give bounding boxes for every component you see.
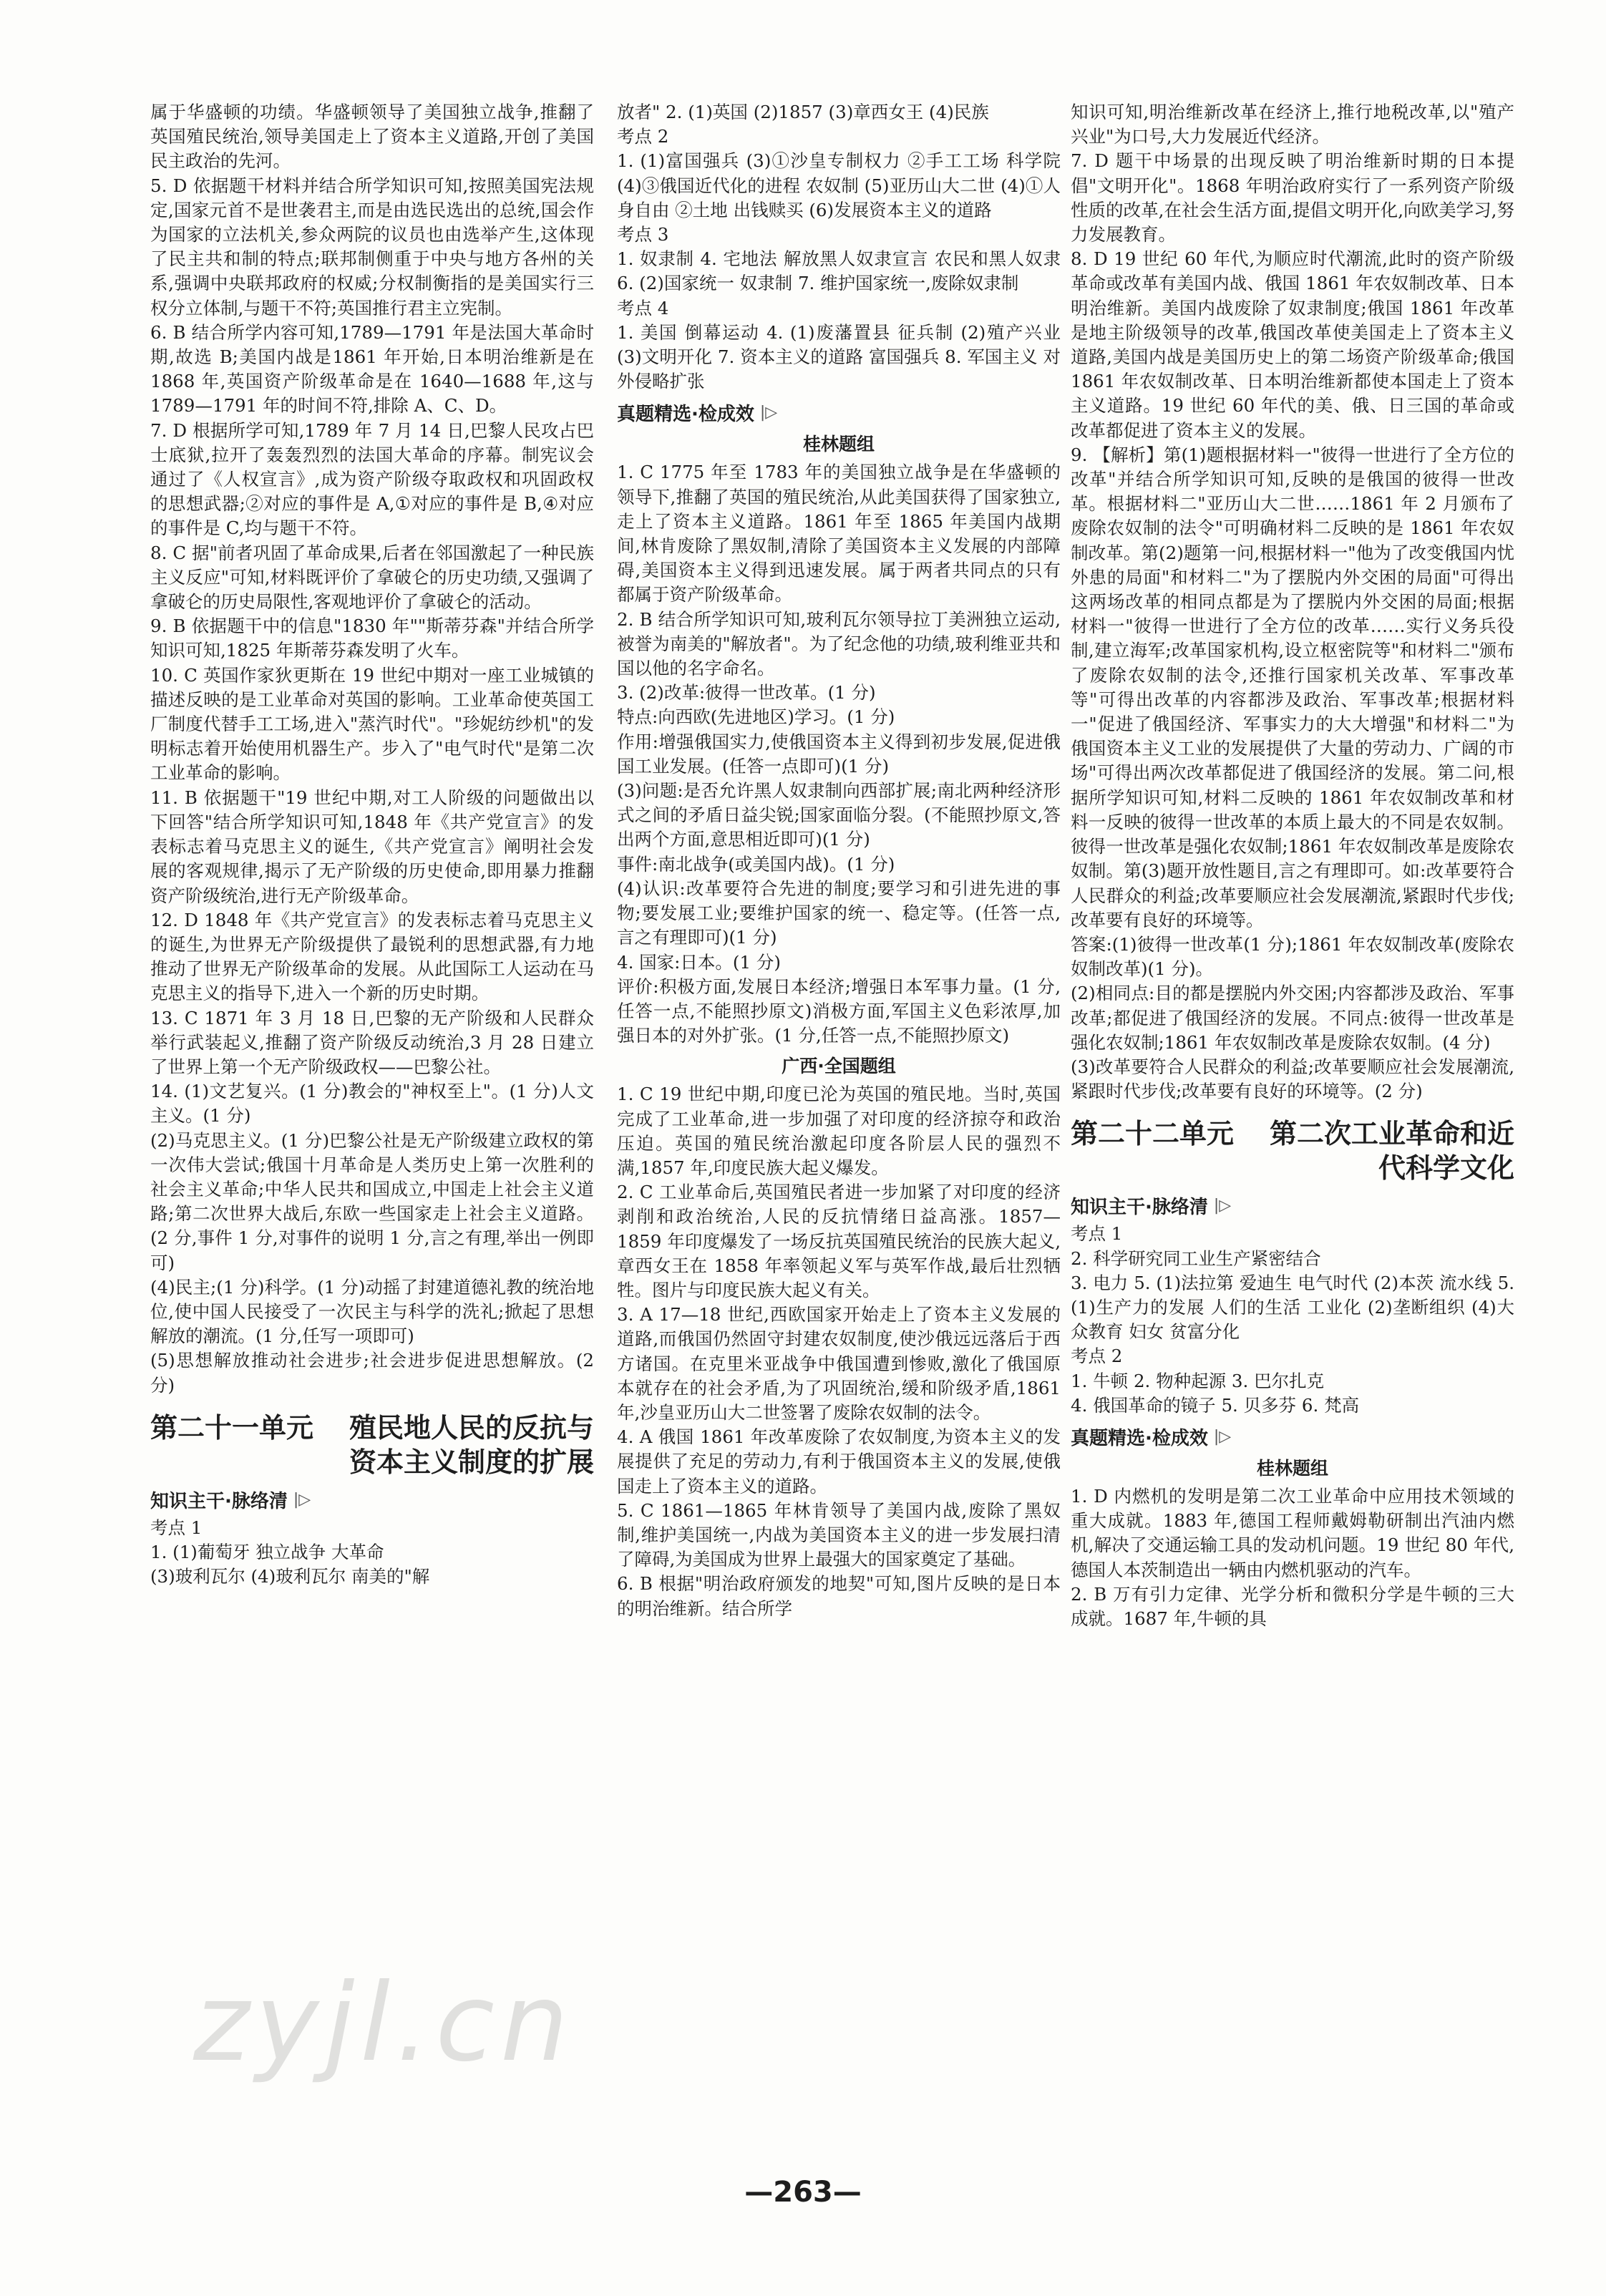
col2-top-text: 放者" 2. (1)英国 (2)1857 (3)章西女王 (4)民族 考点 2 1. (1)富国强兵 (3)①沙皇专制权力 ②手工工场 科学院 (4)③俄国近代化的进程 农奴制 (5)亚历山大二世 (4)①人身自由 ②土地 出钱赎买 (6)发展资本主义的道路 考点 3 1. 奴隶制 4. 宅地法 解放黑人奴隶宣言 农民和黑人奴隶 6. (2)国家统一 奴隶制 7. 维护国家统一,废除奴隶制 考点 4 1. 美国 倒幕运动 4. (1)废藩置县 征兵制 (2)殖产兴业 (3)文明开化 7. 资本主义的道路 富国强兵 8. 军国主义 对外侵略扩张: [617, 102, 1061, 392]
unit-21-name: 殖民地人民的反抗与资本主义制度的扩展: [349, 1411, 594, 1478]
group-guangxi-heading: 广西·全国题组: [782, 1056, 896, 1077]
col2-mid-text: 1. C 1775 年至 1783 年的美国独立战争是在华盛顿的领导下,推翻了英国的殖民统治,从此美国获得了国家独立,走上了资本主义道路。1861 年至 1865 年美国内战期间,林肯废除了黑奴制,清除了美国资本主义发展的内部障碍,美国资本主义得到迅速发展。属于两者共同点的只有都属于资产阶级革命。 2. B 结合所学知识可知,玻利瓦尔领导拉丁美洲独立运动,被誉为南美的"解放者"。为了纪念他的功绩,玻利维亚共和国以他的名字命名。 3. (2)改革:彼得一世改革。(1 分) 特点:向西欧(先进地区)学习。(1 分) 作用:增强俄国实力,使俄国资本主义得到初步发展,促进俄国工业发展。(任答一点即可)(1 分) (3)问题:是否允许黑人奴隶制向西部扩展;南北两种经济形式之间的矛盾日益尖锐;国家面临分裂。(不能照抄原文,答出两个方面,意思相近即可)(1 分) 事件:南北战争(或美国内战)。(1 分) (4)认识:改革要符合先进的制度;要学习和引进先进的事物;要发展工业;要维护国家的统一、稳定等。(任答一点,言之有理即可)(1 分) 4. 国家:日本。(1 分) 评价:积极方面,发展日本经济;增强日本军事力量。(1 分,任答一点,不能照抄原文)消极方面,军国主义色彩浓厚,加强日本的对外扩张。(1 分,任答一点,不能照抄原文): [617, 462, 1061, 1046]
section-knowledge-heading: [150, 1487, 594, 1513]
section-knowledge-label-2: 知识主干·脉络清: [1071, 1197, 1208, 1219]
section-exam-heading-2: [1071, 1424, 1514, 1450]
column-middle: [617, 100, 1061, 2210]
unit-22-title: [1071, 1117, 1514, 1185]
col3-mid-text: 考点 1 2. 科学研究同工业生产紧密结合 3. 电力 5. (1)法拉第 爱迪生 电气时代 (2)本茨 流水线 5. (1)生产力的发展 人们的生活 工业化 (2)垄断组织 (4)大众教育 妇女 贫富分化 考点 2 1. 牛顿 2. 物种起源 3. 巴尔扎克 4. 俄国革命的镜子 5. 贝多芬 6. 梵高: [1071, 1223, 1514, 1416]
watermark: zyjl.cn: [193, 1961, 575, 2086]
page-number: —263—: [744, 2176, 862, 2209]
column-left: [150, 100, 594, 2210]
unit-21-number: 第二十一单元: [150, 1411, 314, 1444]
group-guilin-heading: 桂林题组: [802, 434, 875, 455]
col2-bottom-text: 1. C 19 世纪中期,印度已沦为英国的殖民地。当时,英国完成了工业革命,进一步加强了对印度的经济掠夺和政治压迫。英国的殖民统治激起印度各阶层人民的强烈不满,1857 年,印度民族大起义爆发。 2. C 工业革命后,英国殖民者进一步加紧了对印度的经济剥削和政治统治,人民的反抗情绪日益高涨。1857—1859 年印度爆发了一场反抗英国殖民统治的民族大起义,章西女王在 1858 年率领起义军与英军作战,最后壮烈牺牲。图片与印度民族大起义有关。 3. A 17—18 世纪,西欧国家开始走上了资本主义发展的道路,而俄国仍然固守封建农奴制度,使沙俄远远落后于西方诸国。在克里米亚战争中俄国遭到惨败,激化了俄国原本就存在的社会矛盾,为了巩固统治,缓和阶级矛盾,1861 年,沙皇亚历山大二世签署了废除农奴制的法令。 4. A 俄国 1861 年改革废除了农奴制度,为资本主义的发展提供了充足的劳动力,有利于俄国资本主义的发展,使俄国走上了资本主义的道路。 5. C 1861—1865 年林肯领导了美国内战,废除了黑奴制,维护美国统一,内战为美国资本主义的进一步发展扫清了障碍,为美国成为世界上最强大的国家奠定了基础。 6. B 根据"明治政府颁发的地契"可知,图片反映的是日本的明治维新。结合所学: [617, 1084, 1061, 1619]
column-right: [1071, 100, 1514, 2210]
col3-top-text: 知识可知,明治维新改革在经济上,推行地税改革,以"殖产兴业"为口号,大力发展近代经济。 7. D 题干中场景的出现反映了明治维新时期的日本提倡"文明开化"。1868 年明治政府实行了一系列资产阶级性质的改革,在社会生活方面,提倡文明开化,向欧美学习,努力发展教育。 8. D 19 世纪 60 年代,为顺应时代潮流,此时的资产阶级革命或改革有美国内战、俄国 1861 年农奴制改革、日本明治维新。美国内战废除了奴隶制度;俄国 1861 年改革是地主阶级领导的改革,俄国改革使美国走上了资本主义道路,美国内战是美国历史上的第二场资产阶级革命;俄国 1861 年农奴制改革、日本明治维新都使本国走上了资本主义道路。19 世纪 60 年代的美、俄、日三国的革命或改革都促进了资本主义的发展。 9. 【解析】第(1)题根据材料一"彼得一世进行了全方位的改革"并结合所学知识可知,反映的是俄国的彼得一世改革。根据材料二"亚历山大二世……1861 年 2 月颁布了废除农奴制的法令"可明确材料二反映的是 1861 年农奴制改革。第(2)题第一问,根据材料一"他为了改变俄国内忧外患的局面"和材料二"为了摆脱内外交困的局面"可得出这两场改革的相同点都是为了摆脱内外交困的局面;根据材料一"彼得一世进行了全方位的改革……实行义务兵役制,建立海军;改革国家机构,设立枢密院等"和材料二"颁布了废除农奴制的法令,还推行国家机关改革、军事改革等"可得出改革的内容都涉及政治、军事改革;根据材料一"促进了俄国经济、军事实力的大大增强"和材料二"为俄国资本主义工业的发展提供了大量的劳动力、广阔的市场"可得出两次改革都促进了俄国经济的发展。第二问,根据所学知识可知,材料二反映的 1861 年农奴制改革和材料一反映的彼得一世改革的本质上最大的不同是农奴制。彼得一世改革是强化农奴制;1861 年农奴制改革是废除农奴制。第(3)题开放性题目,言之有理即可。如:改革要符合人民群众的利益;改革要顺应社会发展潮流,紧跟时代步伐;改革要有良好的环境等。 答案:(1)彼得一世改革(1 分);1861 年农奴制改革(废除农奴制改革)(1 分)。 (2)相同点:目的都是摆脱内外交困;内容都涉及政治、军事改革;都促进了俄国经济的发展。不同点:彼得一世改革是强化农奴制;1861 年农奴制改革是废除农奴制。(4 分) (3)改革要符合人民群众的利益;改革要顺应社会发展潮流,紧跟时代步伐;改革要有良好的环境等。(2 分): [1071, 102, 1514, 1102]
col1-top-text: 属于华盛顿的功绩。华盛顿领导了美国独立战争,推翻了英国殖民统治,领导美国走上了资本主义道路,开创了美国民主政治的先河。 5. D 依据题干材料并结合所学知识可知,按照美国宪法规定,国家元首不是世袭君主,而是由选民选出的总统,国会作为国家的立法机关,参众两院的议员也由选举产生,这体现了民主共和制的特点;联邦制侧重于中央与地方各州的关系,强调中央联邦政府的权威;分权制衡指的是美国实行三权分立体制,与题干不符;英国推行君主立宪制。 6. B 结合所学内容可知,1789—1791 年是法国大革命时期,故选 B;美国内战是1861 年开始,日本明治维新是在 1868 年,英国资产阶级革命是在 1640—1688 年,这与 1789—1791 年的时间不符,排除 A、C、D。 7. D 根据所学可知,1789 年 7 月 14 日,巴黎人民攻占巴士底狱,拉开了轰轰烈烈的法国大革命的序幕。制宪议会通过了《人权宣言》,成为资产阶级夺取政权和巩固政权的思想武器;②对应的事件是 A,①对应的事件是 B,④对应的事件是 C,均与题干不符。 8. C 据"前者巩固了革命成果,后者在邻国激起了一种民族主义反应"可知,材料既评价了拿破仑的历史功绩,又强调了拿破仑的历史局限性,客观地评价了拿破仑的活动。 9. B 依据题干中的信息"1830 年""斯蒂芬森"并结合所学知识可知,1825 年斯蒂芬森发明了火车。 10. C 英国作家狄更斯在 19 世纪中期对一座工业城镇的描述反映的是工业革命对英国的影响。工业革命使英国工厂制度代替手工工场,进入"蒸汽时代"。"珍妮纺纱机"的发明标志着开始使用机器生产。步入了"电气时代"是第二次工业革命的影响。 11. B 依据题干"19 世纪中期,对工人阶级的问题做出以下回答"结合所学知识可知,1848 年《共产党宣言》的发表标志着马克思主义的诞生,《共产党宣言》阐明社会发展的客观规律,揭示了无产阶级的历史使命,即用暴力推翻资产阶级统治,进行无产阶级革命。 12. D 1848 年《共产党宣言》的发表标志着马克思主义的诞生,为世界无产阶级提供了最锐利的思想武器,有力地推动了世界无产阶级革命的发展。从此国际工人运动在马克思主义的指导下,进入一个新的历史时期。 13. C 1871 年 3 月 18 日,巴黎的无产阶级和人民群众举行武装起义,推翻了资产阶级反动统治,3 月 28 日建立了世界上第一个无产阶级政权——巴黎公社。 14. (1)文艺复兴。(1 分)教会的"神权至上"。(1 分)人文主义。(1 分) (2)马克思主义。(1 分)巴黎公社是无产阶级建立政权的第一次伟大尝试;俄国十月革命是人类历史上第一次胜利的社会主义革命;中华人民共和国成立,中国走上社会主义道路;第二次世界大战后,东欧一些国家走上社会主义道路。(2 分,事件 1 分,对事件的说明 1 分,言之有理,举出一例即可) (4)民主;(1 分)科学。(1 分)动摇了封建道德礼教的统治地位,使中国人民接受了一次民主与科学的洗礼;掀起了思想解放的潮流。(1 分,任写一项即可) (5)思想解放推动社会进步;社会进步促进思想解放。(2 分): [150, 102, 594, 1396]
arrow-marker-icon: |▷: [293, 1490, 311, 1509]
group-guilin-heading-2: 桂林题组: [1256, 1457, 1328, 1479]
section-exam-label: 真题精选·检成效: [617, 404, 754, 426]
arrow-marker-icon: |▷: [1213, 1197, 1232, 1215]
arrow-marker-icon: |▷: [1213, 1427, 1232, 1446]
unit-22-name: 第二次工业革命和近代科学文化: [1269, 1118, 1514, 1185]
section-knowledge-heading-2: [1071, 1192, 1514, 1219]
col1-bottom-text: 考点 1 1. (1)葡萄牙 独立战争 大革命 (3)玻利瓦尔 (4)玻利瓦尔 南美的"解: [150, 1517, 430, 1587]
unit-22-number: 第二十二单元: [1071, 1118, 1235, 1150]
unit-21-title: [150, 1411, 594, 1479]
section-exam-heading: [617, 399, 1061, 426]
arrow-marker-icon: |▷: [759, 404, 778, 422]
col3-bottom-text: 1. D 内燃机的发明是第二次工业革命中应用技术领域的重大成就。1883 年,德国工程师戴姆勒研制出汽油内燃机,解决了交通运输工具的发动机问题。19 世纪 80 年代,德国人本茨制造出一辆由内燃机驱动的汽车。 2. B 万有引力定律、光学分析和微积分学是牛顿的三大成就。1687 年,牛顿的具: [1071, 1485, 1514, 1629]
section-exam-label-2: 真题精选·检成效: [1071, 1427, 1208, 1449]
section-knowledge-label: 知识主干·脉络清: [150, 1490, 288, 1512]
